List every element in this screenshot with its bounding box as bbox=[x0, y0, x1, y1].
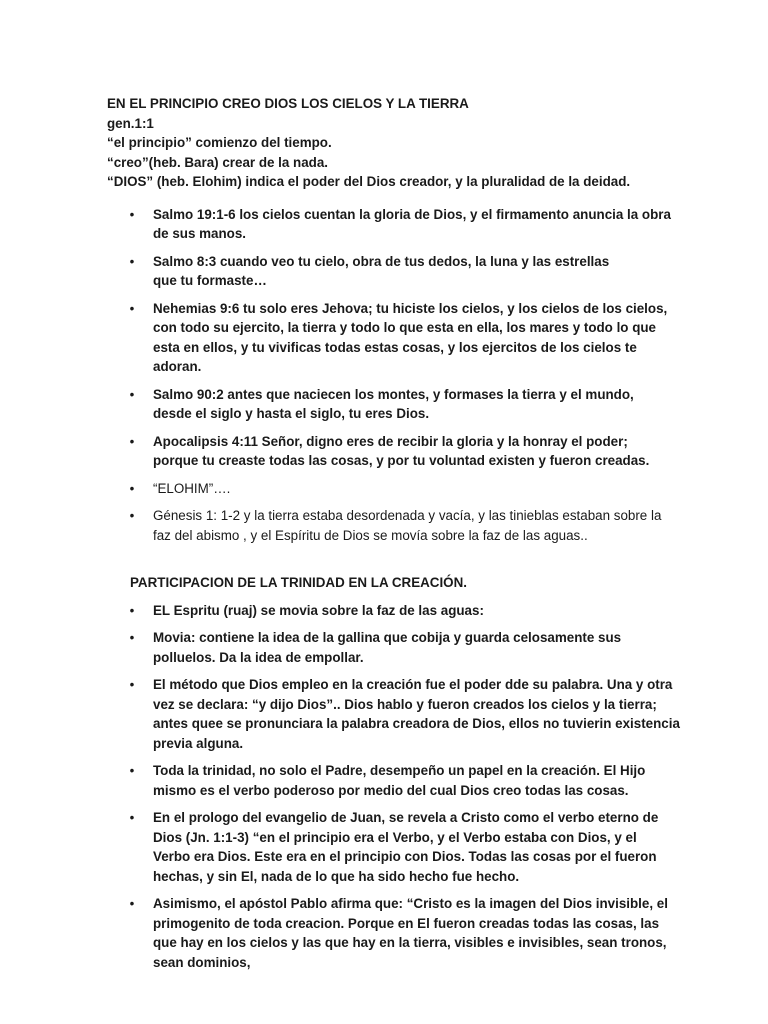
bullet-icon: • bbox=[129, 433, 135, 449]
intro-line-3: “DIOS” (heb. Elohim) indica el poder del Dios creador, y la pluralidad de la deidad. bbox=[107, 174, 631, 189]
bullet-icon: • bbox=[129, 206, 135, 222]
bullet-icon: • bbox=[129, 253, 135, 269]
list-item-text: Salmo 19:1-6 los cielos cuentan la gloria de Dios, y el firmamento anuncia la obra de sus manos. bbox=[153, 206, 671, 241]
list-item bbox=[107, 205, 673, 244]
intro-line-2: “creo”(heb. Bara) crear de la nada. bbox=[107, 154, 329, 170]
bullet-icon: • bbox=[129, 508, 135, 523]
list-item-text: EL Espritu (ruaj) se movia sobre la faz de las aguas: bbox=[153, 602, 484, 618]
list-item-text: “ELOHIM”…. bbox=[153, 480, 231, 496]
list-item bbox=[107, 628, 673, 667]
list-item bbox=[107, 299, 673, 377]
list-item-text: Movia: contiene la idea de la gallina que cobija y guarda celosamente sus polluelos. Da la idea de empollar. bbox=[153, 630, 622, 665]
bullet-icon: • bbox=[129, 896, 135, 911]
list-item-text: Nehemias 9:6 tu solo eres Jehova; tu hiciste los cielos, y los cielos de los cielos, con todo su ejercito, la tierra y todo lo que esta en ella, los mares y todo lo que esta en ellos, y tu vivificas todas estas cosas, y los ejercitos de los cielos te adoran. bbox=[153, 300, 668, 374]
list-item-text: Salmo 90:2 antes que naciecen los montes, y formases la tierra y el mundo, desde el siglo y hasta el siglo, tu eres Dios. bbox=[153, 386, 634, 421]
bullet-icon: • bbox=[129, 677, 135, 692]
list-item bbox=[107, 601, 673, 621]
list-item bbox=[107, 675, 681, 753]
list-item-text: Apocalipsis 4:11 Señor, digno eres de recibir la gloria y la honray el poder; porque tu creaste todas las cosas, y por tu voluntad existen y fueron creadas. bbox=[153, 433, 650, 468]
bullet-icon: • bbox=[129, 300, 135, 316]
bullet-icon: • bbox=[129, 480, 135, 496]
list-item bbox=[107, 506, 663, 545]
bullet-icon: • bbox=[129, 630, 135, 645]
section2-list bbox=[107, 601, 728, 973]
scripture-reference: gen.1:1 bbox=[107, 115, 154, 131]
document-title: EN EL PRINCIPIO CREO DIOS LOS CIELOS Y LA TIERRA bbox=[107, 96, 469, 111]
list-item bbox=[107, 761, 673, 800]
list-item-text: Salmo 8:3 cuando veo tu cielo, obra de tus dedos, la luna y las estrellas que tu formaste… bbox=[153, 253, 610, 288]
list-item bbox=[107, 252, 623, 291]
list-item bbox=[107, 432, 673, 471]
bullet-icon: • bbox=[129, 386, 135, 402]
intro-line-1: “el principio” comienzo del tiempo. bbox=[107, 135, 332, 150]
list-item bbox=[107, 479, 673, 499]
list-item bbox=[107, 894, 675, 972]
bullet-icon: • bbox=[129, 763, 135, 778]
list-item bbox=[107, 385, 653, 424]
list-item-text: En el prologo del evangelio de Juan, se revela a Cristo como el verbo eterno de Dios (Jn. 1:1-3) “en el principio era el Verbo, y el Verbo estaba con Dios, y el Verbo era Dios. Este era en el principio con Dios. Todas las cosas por el fueron hechas, y sin El, nada de lo que ha sido hecho fue hecho. bbox=[153, 810, 659, 884]
list-item-text: Asimismo, el apóstol Pablo afirma que: “Cristo es la imagen del Dios invisible, el primogenito de toda creacion. Porque en El fueron creadas todas las cosas, las que hay en los cielos y las que hay en la tierra, visibles e invisibles, sean tronos, sean dominios, bbox=[153, 896, 668, 970]
bullet-icon: • bbox=[129, 602, 135, 618]
list-item-text: Toda la trinidad, no solo el Padre, desempeño un papel en la creación. El Hijo mismo es el verbo poderoso por medio del cual Dios creo todas las cosas. bbox=[153, 763, 646, 798]
bullet-icon: • bbox=[129, 810, 135, 825]
list-item bbox=[107, 808, 673, 886]
section2-heading: PARTICIPACION DE LA TRINIDAD EN LA CREACIÓN. bbox=[130, 575, 467, 590]
section1-list bbox=[107, 205, 728, 546]
list-item-text: Génesis 1: 1-2 y la tierra estaba desordenada y vacía, y las tinieblas estaban sobre la faz del abismo , y el Espíritu de Dios se movía sobre la faz de las aguas.. bbox=[153, 508, 662, 543]
list-item-text: El método que Dios empleo en la creación fue el poder dde su palabra. Una y otra vez se declara: “y dijo Dios”.. Dios hablo y fueron creados los cielos y la tierra; antes quee se pronunciara la palabra creadora de Dios, ellos no tuvierin existencia previa alguna. bbox=[153, 677, 680, 751]
